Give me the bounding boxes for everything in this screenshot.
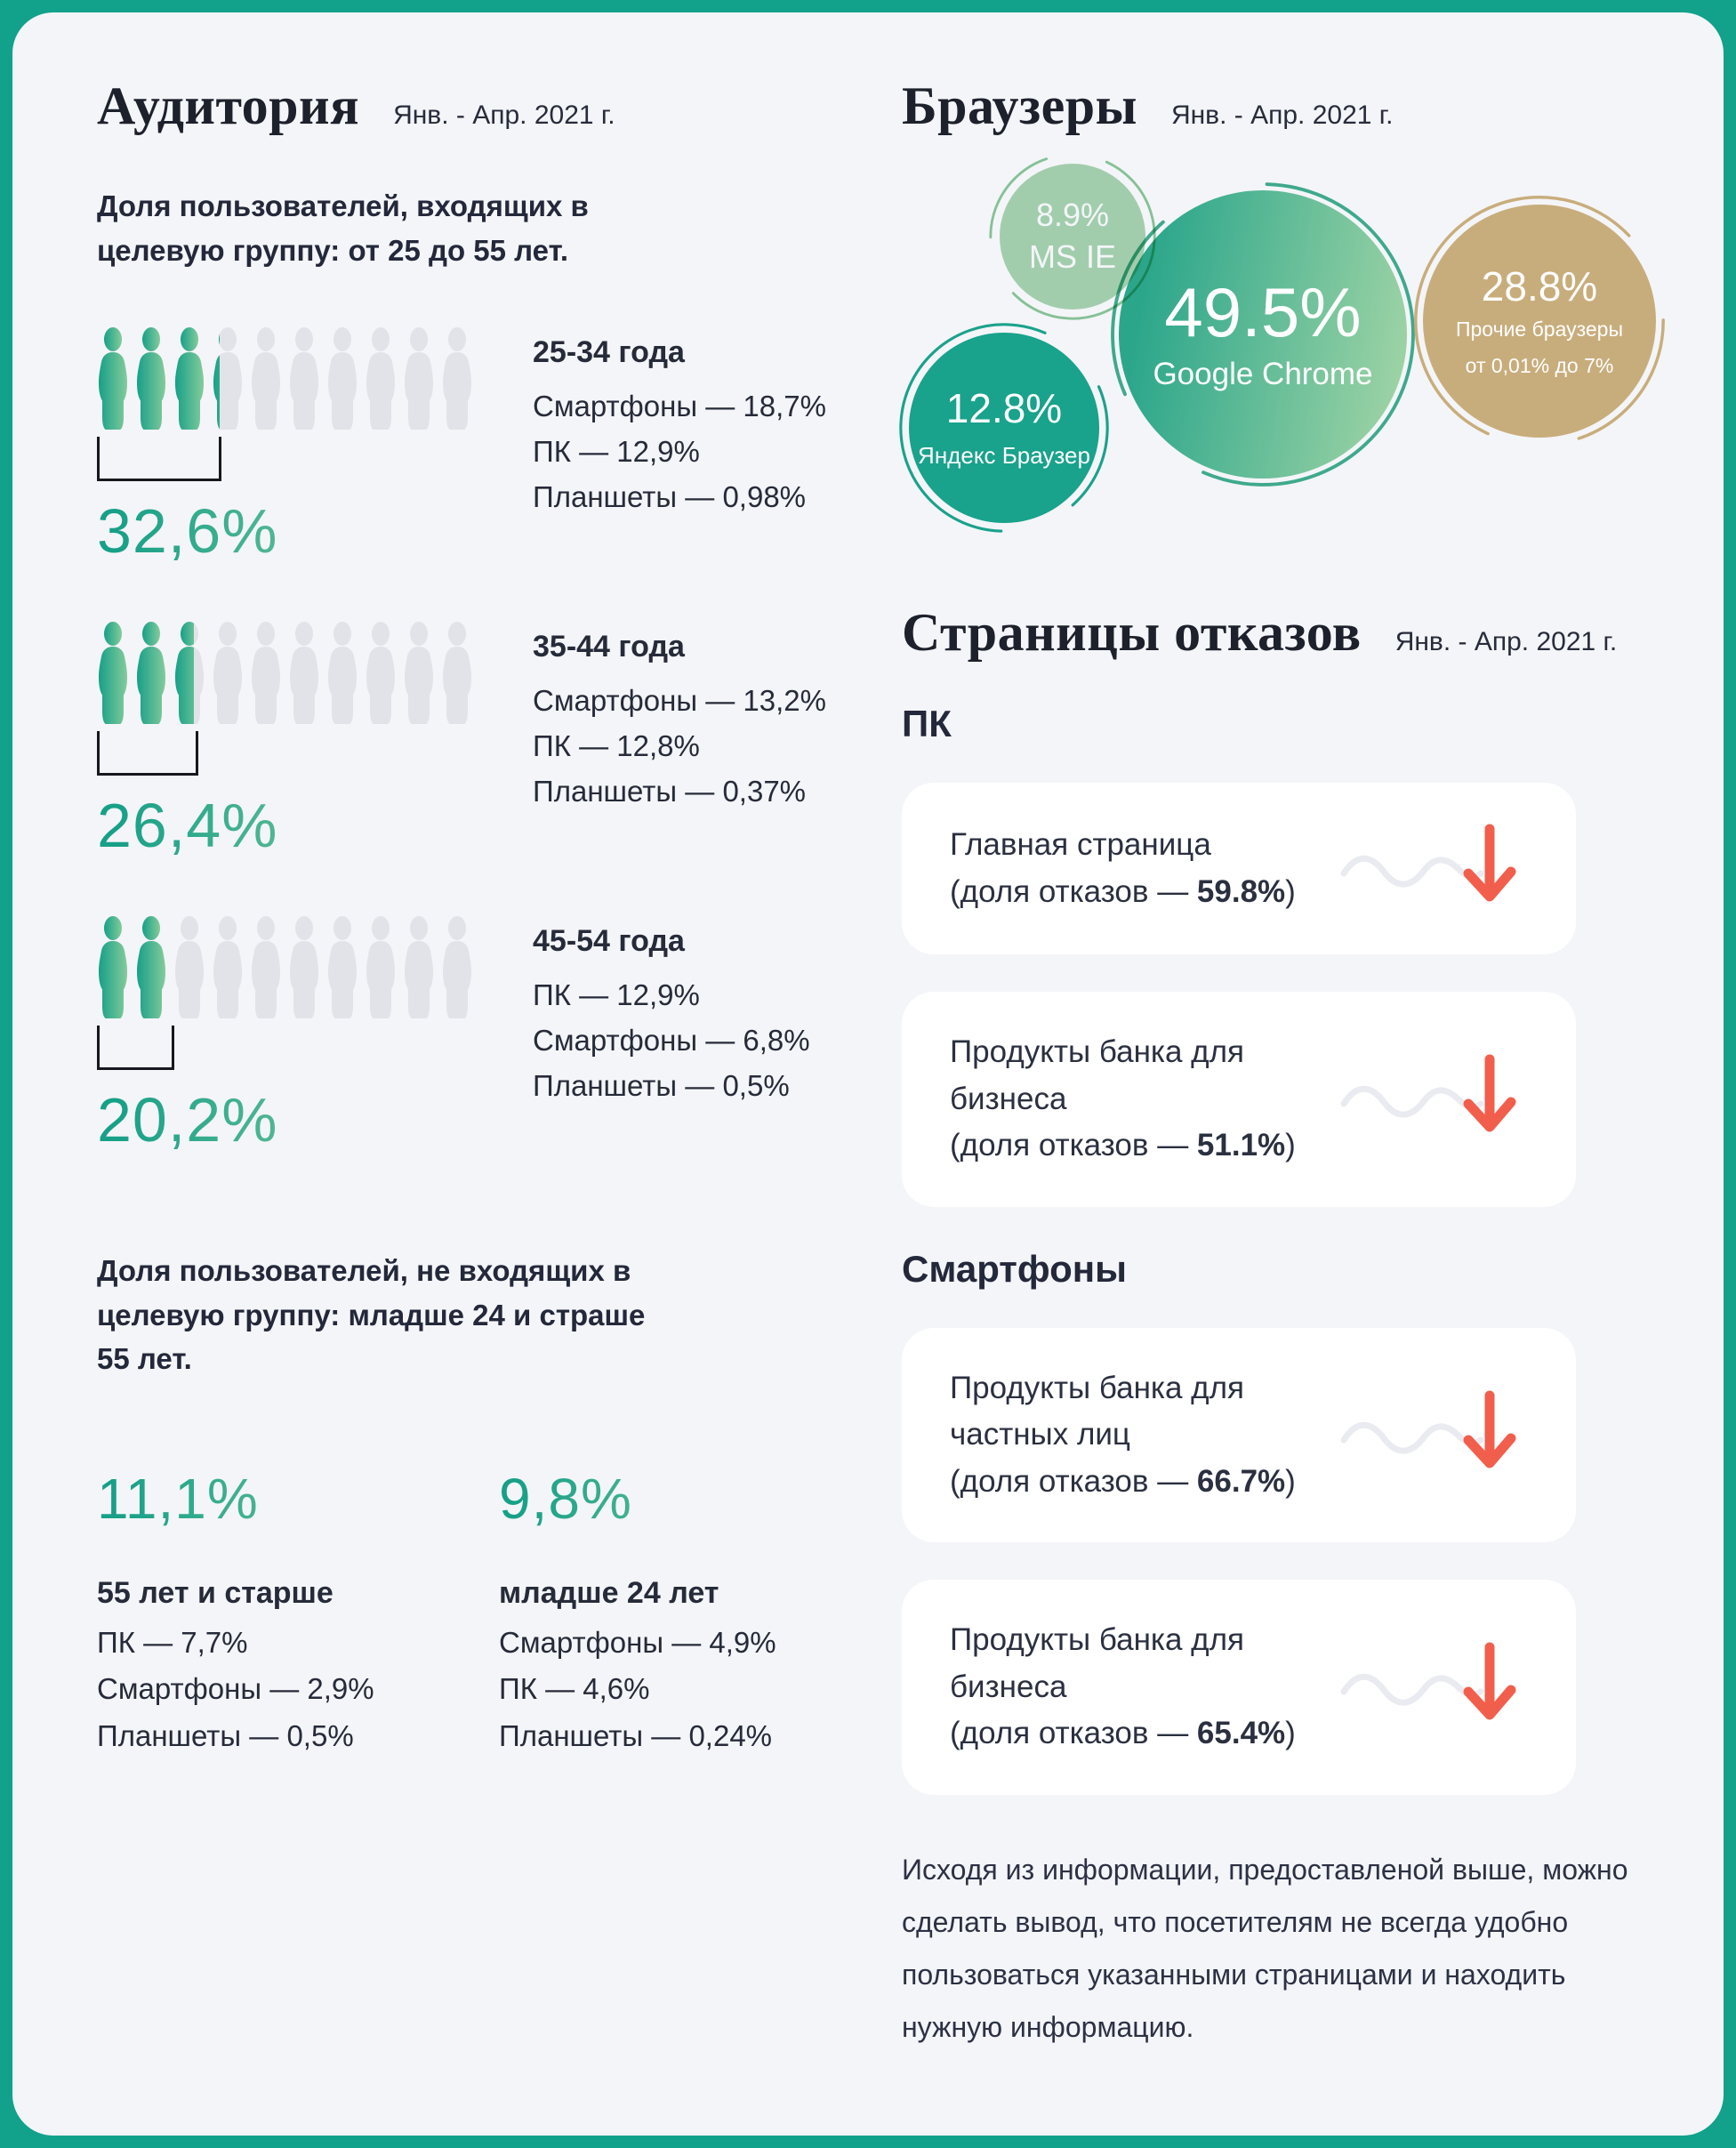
bubble-ms-ie — [1000, 164, 1145, 310]
trend-down-graphic — [1310, 1387, 1528, 1484]
infographic-canvas — [12, 12, 1724, 2136]
person-icon — [97, 327, 129, 430]
trend-down-graphic — [1310, 1050, 1528, 1147]
age-group-45-54 — [97, 916, 862, 1155]
group-line: ПК — 12,9% — [533, 434, 700, 468]
group-info — [533, 916, 810, 1155]
person-icon — [288, 327, 320, 430]
group-line: Смартфоны — 6,8% — [533, 1023, 810, 1057]
browsers-period: Янв. - Апр. 2021 г. — [1170, 101, 1394, 130]
nt-line: ПК — 7,7% — [97, 1625, 248, 1659]
trend-down-graphic — [1310, 820, 1528, 917]
nt-line: Планшеты — 0,5% — [97, 1719, 354, 1753]
down-arrow-icon — [1468, 829, 1511, 897]
bounce-card-business-smartphone — [902, 1580, 1576, 1795]
person-icon — [212, 327, 244, 430]
right-column — [902, 76, 1645, 2082]
card-stat: (доля отказов — 59.8%) — [950, 873, 1296, 909]
browsers-title: Браузеры — [902, 76, 1137, 135]
bubble-sublabel: от 0,01% до 7% — [1465, 354, 1614, 378]
bubble-label: Google Chrome — [1153, 356, 1373, 391]
bounce-title: Страницы отказов — [902, 603, 1362, 662]
bounce-rate-value: 51.1% — [1196, 1128, 1286, 1162]
card-text — [950, 1029, 1310, 1170]
nt-lines — [97, 1620, 499, 1760]
nt-line: Смартфоны — 4,9% — [499, 1625, 776, 1659]
group-info — [533, 327, 826, 567]
group-line: Планшеты — 0,5% — [533, 1068, 790, 1102]
group-line: Смартфоны — 13,2% — [533, 683, 826, 717]
bubble-yandex-browser — [909, 333, 1099, 523]
people-row — [97, 622, 481, 724]
bounce-header — [902, 603, 1645, 662]
group-label: 25-34 года — [533, 335, 685, 369]
person-icon — [326, 327, 358, 430]
person-icon — [250, 327, 282, 430]
group-label: 35-44 года — [533, 630, 685, 664]
down-arrow-icon — [1468, 1647, 1511, 1715]
nt-percent: 11,1% — [97, 1466, 499, 1532]
pictograph-35-44 — [97, 622, 481, 861]
person-icon — [135, 327, 167, 430]
audience-outro: Доля пользователей, не входящих в целевую группу: младше 24 и страше 55 лет. — [97, 1254, 646, 1375]
wave-line — [1344, 1089, 1481, 1114]
non-target-grid — [97, 1466, 862, 1760]
nt-line: Планшеты — 0,24% — [499, 1719, 773, 1753]
pictograph-25-34 — [97, 327, 481, 567]
card-text — [950, 822, 1296, 915]
bounce-rate-value: 59.8% — [1196, 873, 1286, 909]
nt-line: ПК — 4,6% — [499, 1672, 650, 1706]
bracket — [97, 437, 221, 481]
person-icon — [365, 327, 397, 430]
card-stat: (доля отказов — 51.1%) — [950, 1128, 1296, 1162]
group-percent: 32,6% — [97, 495, 481, 567]
person-icon — [365, 622, 397, 724]
pictograph-45-54 — [97, 916, 481, 1155]
bubble-percent: 28.8% — [1481, 262, 1598, 310]
bounce-card-private-smartphone — [902, 1328, 1576, 1543]
person-icon — [250, 622, 282, 724]
person-icon — [135, 622, 167, 724]
group-line: Планшеты — 0,98% — [533, 479, 807, 513]
person-icon — [365, 916, 397, 1018]
card-title: Главная страница — [950, 827, 1211, 862]
audience-title: Аудитория — [97, 76, 360, 135]
person-icon — [403, 916, 435, 1018]
bubble-label: MS IE — [1028, 238, 1116, 275]
non-target-under24 — [499, 1466, 862, 1760]
age-group-35-44 — [97, 622, 862, 861]
group-line: ПК — 12,9% — [533, 977, 700, 1011]
non-target-55plus — [97, 1466, 499, 1760]
person-icon — [250, 916, 282, 1018]
bubble-other-browsers — [1423, 205, 1656, 438]
person-icon — [288, 916, 320, 1018]
nt-lines — [499, 1620, 862, 1760]
person-icon — [403, 327, 435, 430]
person-icon — [97, 916, 129, 1018]
person-icon — [326, 916, 358, 1018]
person-icon — [441, 916, 473, 1018]
age-group-25-34 — [97, 327, 862, 567]
audience-section — [97, 76, 862, 1760]
audience-period: Янв. - Апр. 2021 г. — [393, 101, 615, 130]
bubble-percent: 49.5% — [1164, 273, 1362, 352]
nt-label: 55 лет и старше — [97, 1575, 334, 1610]
person-icon — [288, 622, 320, 724]
down-arrow-icon — [1468, 1396, 1511, 1463]
bounce-card-business-pc — [902, 992, 1576, 1207]
person-icon — [135, 916, 167, 1018]
audience-header — [97, 76, 862, 135]
person-icon — [441, 622, 473, 724]
card-text — [950, 1617, 1310, 1758]
trend-down-graphic — [1310, 1638, 1528, 1735]
person-icon — [441, 327, 473, 430]
browsers-bubble-chart — [902, 158, 1645, 557]
wave-line — [1344, 1677, 1481, 1702]
person-icon — [173, 622, 205, 724]
card-title: Продукты банка для частных лиц — [950, 1370, 1244, 1452]
group-percent: 26,4% — [97, 790, 481, 861]
nt-percent: 9,8% — [499, 1466, 862, 1532]
person-icon — [326, 622, 358, 724]
bounce-rate-value: 65.4% — [1196, 1716, 1286, 1750]
group-info — [533, 622, 826, 861]
nt-line: Смартфоны — 2,9% — [97, 1672, 374, 1706]
card-stat: (доля отказов — 66.7%) — [950, 1463, 1296, 1499]
person-icon — [173, 916, 205, 1018]
card-title: Продукты банка для бизнеса — [950, 1034, 1244, 1116]
group-line: ПК — 12,8% — [533, 728, 700, 762]
device-heading-smartphones: Смартфоны — [902, 1247, 1127, 1290]
wave-line — [1344, 1425, 1481, 1451]
device-heading-pc: ПК — [902, 703, 952, 744]
bounce-rate-value: 66.7% — [1196, 1463, 1286, 1499]
bounce-period: Янв. - Апр. 2021 г. — [1394, 627, 1618, 656]
browsers-header — [902, 76, 1645, 135]
bubble-label: Прочие браузеры — [1455, 318, 1624, 342]
bubble-percent: 8.9% — [1035, 197, 1110, 234]
person-icon — [212, 622, 244, 724]
audience-intro: Доля пользователей, входящих в целевую группу: от 25 до 55 лет. — [97, 189, 589, 267]
card-title: Продукты банка для бизнеса — [950, 1622, 1244, 1704]
group-line: Планшеты — 0,37% — [533, 774, 807, 808]
people-row — [97, 916, 481, 1018]
bubble-percent: 12.8% — [945, 385, 1063, 432]
bracket — [97, 1026, 174, 1070]
group-percent: 20,2% — [97, 1084, 481, 1155]
person-icon — [212, 916, 244, 1018]
bubble-google-chrome — [1119, 190, 1407, 479]
group-line: Смартфоны — 18,7% — [533, 389, 826, 422]
person-icon — [403, 622, 435, 724]
nt-label: младше 24 лет — [499, 1575, 719, 1610]
card-text — [950, 1365, 1310, 1506]
person-icon — [97, 622, 129, 724]
wave-line — [1344, 858, 1481, 884]
down-arrow-icon — [1468, 1059, 1511, 1127]
bracket — [97, 731, 198, 776]
bubble-label: Яндекс Браузер — [918, 441, 1090, 469]
person-icon — [173, 327, 205, 430]
card-stat: (доля отказов — 65.4%) — [950, 1716, 1296, 1750]
group-label: 45-54 года — [533, 924, 685, 958]
people-row — [97, 327, 481, 430]
conclusion-text: Исходя из информации, предоставленой выше, можно сделать вывод, что посетителям не всегда удобно пользоваться указанными страницами и находить нужную информацию. — [902, 1853, 1628, 2044]
bounce-card-main-page — [902, 783, 1576, 954]
